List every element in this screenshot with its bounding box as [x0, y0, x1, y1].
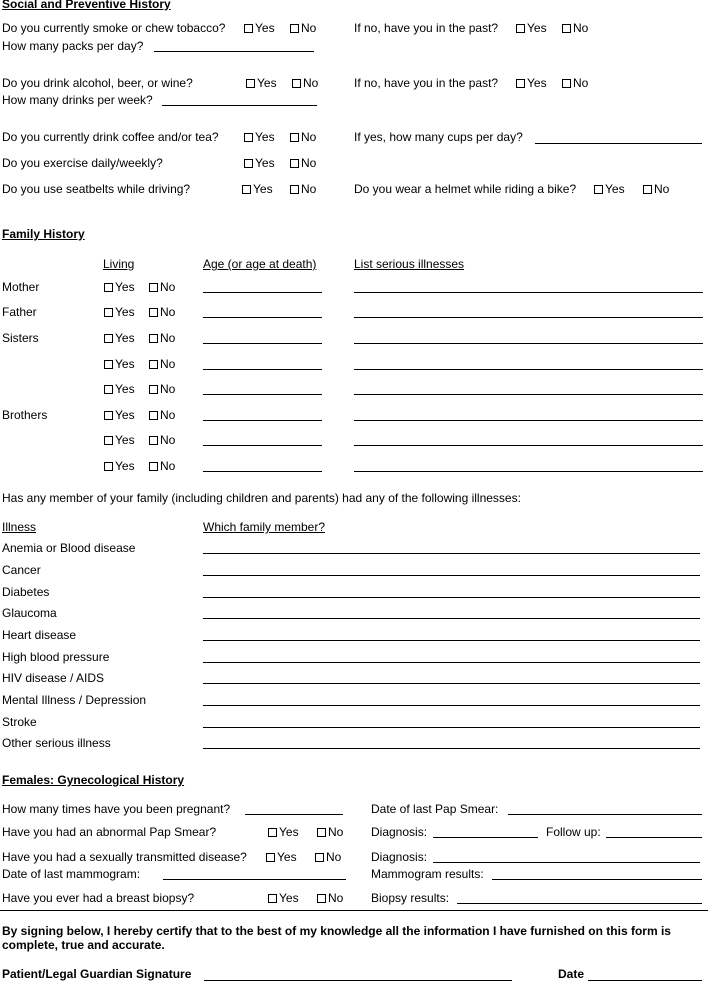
checkbox-icon [317, 894, 326, 903]
checkbox-icon [149, 360, 158, 369]
checkbox-icon [290, 133, 299, 142]
checkbox-icon [149, 411, 158, 420]
smoke-past-question: If no, have you in the past? [354, 21, 499, 35]
mammogram-date-label: Date of last mammogram: [2, 867, 141, 881]
alcohol-past-yes-option[interactable]: Yes [516, 76, 547, 90]
smoke-past-yes-option[interactable]: Yes [516, 21, 547, 35]
family-section-title: Family History [2, 227, 85, 241]
checkbox-icon [104, 283, 113, 292]
alcohol-past-no-option[interactable]: No [562, 76, 588, 90]
which-member-column-header: Which family member? [203, 520, 326, 534]
any-member-question: Has any member of your family (including children and parents) had any of the following illnesses: [2, 491, 521, 505]
age-field[interactable] [203, 420, 322, 421]
helmet-yes-option[interactable]: Yes [594, 182, 625, 196]
seatbelts-question: Do you use seatbelts while driving? [2, 182, 191, 196]
drinks-field[interactable] [162, 105, 317, 106]
biopsy-results-field[interactable] [457, 903, 702, 904]
follow-up-label: Follow up: [546, 825, 601, 839]
smoke-yes-option[interactable]: Yes [244, 21, 275, 35]
family-member-field[interactable] [203, 683, 700, 684]
living-yes-option[interactable]: Yes [104, 280, 135, 294]
pregnant-question: How many times have you been pregnant? [2, 802, 231, 816]
checkbox-icon [268, 894, 277, 903]
checkbox-icon [562, 79, 571, 88]
illness-label: Glaucoma [2, 606, 57, 620]
living-no-option[interactable]: No [149, 433, 175, 447]
pap-diagnosis-label: Diagnosis: [371, 825, 428, 839]
family-member-field[interactable] [203, 597, 700, 598]
date-label: Date [558, 967, 585, 981]
coffee-question: Do you currently drink coffee and/or tea? [2, 130, 219, 144]
checkbox-icon [149, 334, 158, 343]
biopsy-results-label: Biopsy results: [371, 891, 450, 905]
illness-column-header: Illness [2, 520, 37, 534]
cups-field[interactable] [535, 143, 702, 144]
checkbox-icon [290, 159, 299, 168]
abnormal-pap-question: Have you had an abnormal Pap Smear? [2, 825, 217, 839]
coffee-yes-option[interactable]: Yes [244, 130, 275, 144]
illness-label: Heart disease [2, 628, 77, 642]
checkbox-icon [149, 462, 158, 471]
living-yes-option[interactable]: Yes [104, 433, 135, 447]
pregnant-field[interactable] [245, 814, 343, 815]
living-yes-option[interactable]: Yes [104, 305, 135, 319]
living-column-header: Living [103, 257, 135, 271]
checkbox-icon [266, 853, 275, 862]
checkbox-icon [104, 308, 113, 317]
living-no-option[interactable]: No [149, 382, 175, 396]
age-field[interactable] [203, 369, 322, 370]
social-section-title: Social and Preventive History [2, 0, 171, 11]
illnesses-field[interactable] [354, 420, 703, 421]
illness-label: Cancer [2, 563, 41, 577]
living-yes-option[interactable]: Yes [104, 382, 135, 396]
signature-label: Patient/Legal Guardian Signature [2, 967, 192, 981]
checkbox-icon [643, 185, 652, 194]
checkbox-icon [244, 24, 253, 33]
signature-field[interactable] [204, 980, 512, 981]
packs-field[interactable] [154, 51, 314, 52]
checkbox-icon [290, 185, 299, 194]
checkbox-icon [244, 159, 253, 168]
smoke-no-option[interactable]: No [290, 21, 316, 35]
age-field[interactable] [203, 471, 322, 472]
smoke-past-no-option[interactable]: No [562, 21, 588, 35]
living-yes-option[interactable]: Yes [104, 357, 135, 371]
std-diagnosis-label: Diagnosis: [371, 850, 428, 864]
illness-label: Other serious illness [2, 736, 111, 750]
illnesses-field[interactable] [354, 317, 703, 318]
checkbox-icon [104, 462, 113, 471]
illness-label: High blood pressure [2, 650, 110, 664]
std-no-option[interactable]: No [315, 850, 341, 864]
checkbox-icon [268, 828, 277, 837]
checkbox-icon [149, 436, 158, 445]
helmet-question: Do you wear a helmet while riding a bike? [354, 182, 577, 196]
illnesses-field[interactable] [354, 292, 703, 293]
brothers-label: Brothers [2, 408, 48, 422]
std-question: Have you had a sexually transmitted disease? [2, 850, 247, 864]
illnesses-field[interactable] [354, 471, 703, 472]
living-no-option[interactable]: No [149, 357, 175, 371]
age-field[interactable] [203, 317, 322, 318]
age-field[interactable] [203, 394, 322, 395]
alcohol-past-question: If no, have you in the past? [354, 76, 499, 90]
checkbox-icon [104, 360, 113, 369]
alcohol-yes-option[interactable]: Yes [246, 76, 277, 90]
checkbox-icon [246, 79, 255, 88]
illness-label: HIV disease / AIDS [2, 671, 105, 685]
abnormal-pap-yes-option[interactable]: Yes [268, 825, 299, 839]
mammogram-date-field[interactable] [163, 879, 346, 880]
family-member-field[interactable] [203, 727, 700, 728]
checkbox-icon [104, 411, 113, 420]
pap-date-label: Date of last Pap Smear: [371, 802, 499, 816]
mammogram-results-label: Mammogram results: [371, 867, 484, 881]
age-field[interactable] [203, 445, 322, 446]
seatbelts-yes-option[interactable]: Yes [242, 182, 273, 196]
checkbox-icon [104, 436, 113, 445]
certification-statement: By signing below, I hereby certify that to the best of my knowledge all the information I have furnished on this form is complete, true and accurate. [2, 924, 671, 952]
living-yes-option[interactable]: Yes [104, 408, 135, 422]
family-member-field[interactable] [203, 575, 700, 576]
checkbox-icon [149, 385, 158, 394]
illness-label: Stroke [2, 715, 37, 729]
illness-label: Diabetes [2, 585, 50, 599]
living-no-option[interactable]: No [149, 280, 175, 294]
checkbox-icon [516, 79, 525, 88]
living-yes-option[interactable]: Yes [104, 459, 135, 473]
sisters-label: Sisters [2, 331, 39, 345]
seatbelts-no-option[interactable]: No [290, 182, 316, 196]
checkbox-icon [315, 853, 324, 862]
smoke-question: Do you currently smoke or chew tobacco? [2, 21, 226, 35]
alcohol-no-option[interactable]: No [292, 76, 318, 90]
checkbox-icon [516, 24, 525, 33]
checkbox-icon [292, 79, 301, 88]
coffee-no-option[interactable]: No [290, 130, 316, 144]
illnesses-column-header: List serious illnesses [354, 257, 465, 271]
std-diagnosis-field[interactable] [433, 862, 700, 863]
age-field[interactable] [203, 343, 322, 344]
family-member-field[interactable] [203, 748, 700, 749]
checkbox-icon [149, 308, 158, 317]
age-column-header: Age (or age at death) [203, 257, 317, 271]
alcohol-question: Do you drink alcohol, beer, or wine? [2, 76, 193, 90]
mammogram-results-field[interactable] [492, 879, 702, 880]
biopsy-no-option[interactable]: No [317, 891, 343, 905]
cups-label: If yes, how many cups per day? [354, 130, 523, 144]
illnesses-field[interactable] [354, 394, 703, 395]
biopsy-question: Have you ever had a breast biopsy? [2, 891, 195, 905]
family-member-field[interactable] [203, 618, 700, 619]
checkbox-icon [104, 385, 113, 394]
illnesses-field[interactable] [354, 445, 703, 446]
helmet-no-option[interactable]: No [643, 182, 669, 196]
checkbox-icon [242, 185, 251, 194]
family-member-field[interactable] [203, 662, 700, 663]
family-member-field[interactable] [203, 705, 700, 706]
section-divider [0, 910, 708, 911]
illness-label: Anemia or Blood disease [2, 541, 136, 555]
checkbox-icon [562, 24, 571, 33]
packs-label: How many packs per day? [2, 39, 144, 53]
checkbox-icon [594, 185, 603, 194]
pap-diagnosis-field[interactable] [433, 837, 538, 838]
gyn-section-title: Females: Gynecological History [2, 773, 185, 787]
checkbox-icon [149, 283, 158, 292]
exercise-no-option[interactable]: No [290, 156, 316, 170]
exercise-question: Do you exercise daily/weekly? [2, 156, 163, 170]
illness-label: Mental Illness / Depression [2, 693, 147, 707]
biopsy-yes-option[interactable]: Yes [268, 891, 299, 905]
living-no-option[interactable]: No [149, 459, 175, 473]
father-label: Father [2, 305, 37, 319]
living-yes-option[interactable]: Yes [104, 331, 135, 345]
living-no-option[interactable]: No [149, 305, 175, 319]
checkbox-icon [104, 334, 113, 343]
family-member-field[interactable] [203, 640, 700, 641]
exercise-yes-option[interactable]: Yes [244, 156, 275, 170]
checkbox-icon [244, 133, 253, 142]
illnesses-field[interactable] [354, 343, 703, 344]
checkbox-icon [317, 828, 326, 837]
drinks-label: How many drinks per week? [2, 93, 153, 107]
follow-up-field[interactable] [606, 837, 702, 838]
age-field[interactable] [203, 292, 322, 293]
date-field[interactable] [588, 980, 702, 981]
living-no-option[interactable]: No [149, 408, 175, 422]
abnormal-pap-no-option[interactable]: No [317, 825, 343, 839]
std-yes-option[interactable]: Yes [266, 850, 297, 864]
family-member-field[interactable] [203, 553, 700, 554]
checkbox-icon [290, 24, 299, 33]
mother-label: Mother [2, 280, 40, 294]
pap-date-field[interactable] [508, 814, 702, 815]
living-no-option[interactable]: No [149, 331, 175, 345]
illnesses-field[interactable] [354, 369, 703, 370]
